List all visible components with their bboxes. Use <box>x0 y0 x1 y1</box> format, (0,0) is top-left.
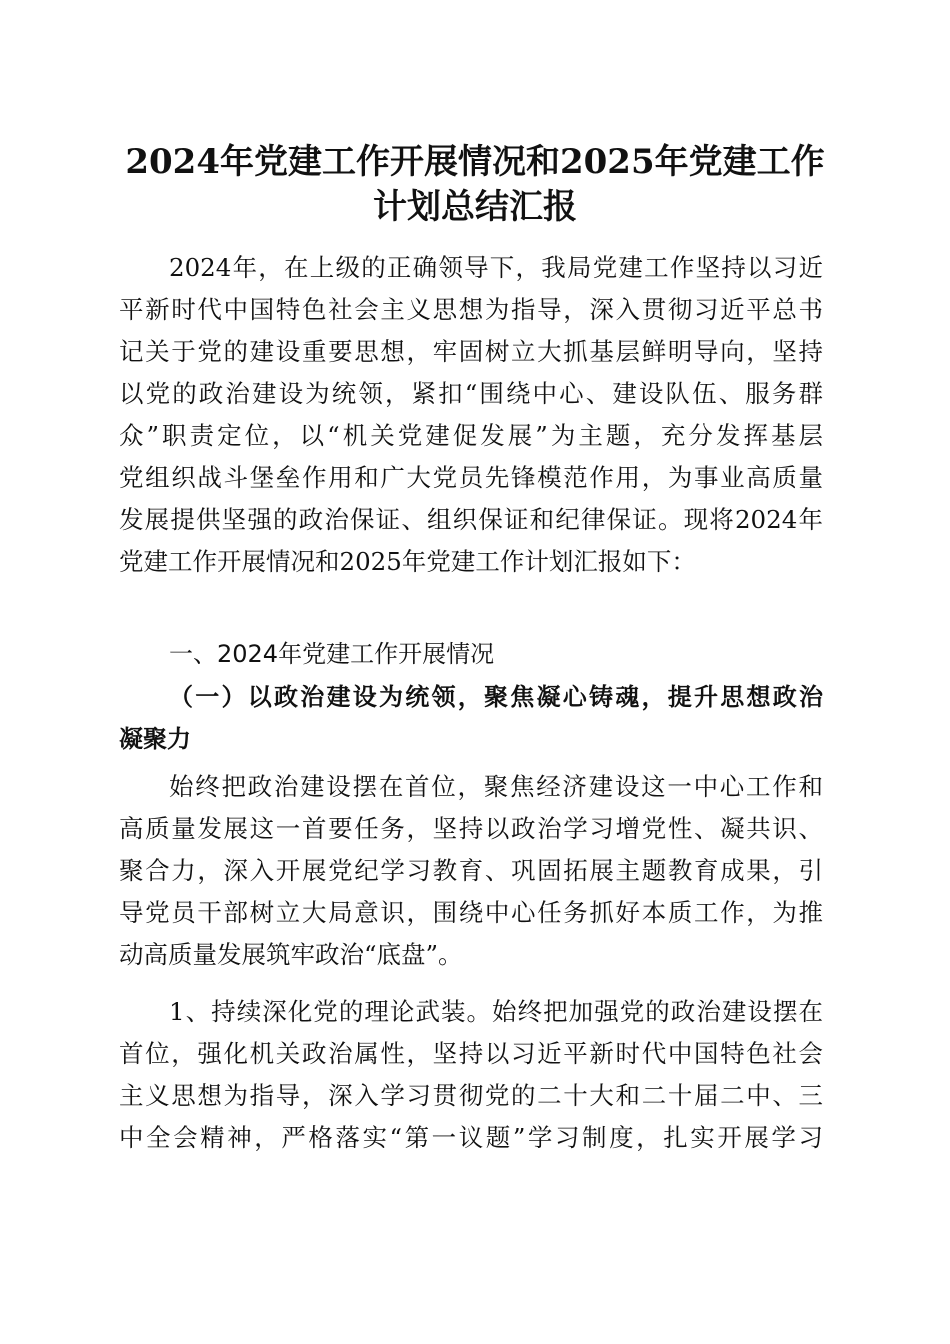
document-title-line-2: 计划总结汇报 <box>373 187 577 227</box>
document-title-line-1: 2024年党建工作开展情况和2025年党建工作 <box>125 142 825 182</box>
intro-paragraph <box>119 247 823 583</box>
paragraph-line: 主义思想为指导，深入学习贯彻党的二十大和二十届二中、三 <box>119 1081 823 1110</box>
paragraph-line: 1、持续深化党的理论武装。始终把加强党的政治建设摆在 <box>169 997 823 1026</box>
subsection-1-heading-line: 凝聚力 <box>119 724 191 753</box>
intro-line: 平新时代中国特色社会主义思想为指导，深入贯彻习近平总书 <box>119 295 823 324</box>
subsection-1-heading-line: （一）以政治建设为统领，聚焦凝心铸魂，提升思想政治 <box>169 682 823 711</box>
subsection-1-paragraph <box>119 766 823 976</box>
intro-line: 党建工作开展情况和2025年党建工作计划汇报如下： <box>119 547 696 576</box>
intro-line: 记关于党的建设重要思想，牢固树立大抓基层鲜明导向，坚持 <box>119 337 823 366</box>
paragraph-line: 始终把政治建设摆在首位，聚焦经济建设这一中心工作和 <box>169 772 823 801</box>
paragraph-line: 中全会精神，严格落实“第一议题”学习制度，扎实开展学习 <box>119 1123 823 1152</box>
intro-line: 党组织战斗堡垒作用和广大党员先锋模范作用，为事业高质量 <box>119 463 823 492</box>
item-1-paragraph <box>119 991 823 1159</box>
section-1-heading: 一、2024年党建工作开展情况 <box>169 640 495 668</box>
subsection-heading <box>119 676 823 760</box>
paragraph-line: 首位，强化机关政治属性，坚持以习近平新时代中国特色社会 <box>119 1039 823 1068</box>
paragraph-line: 高质量发展这一首要任务，坚持以政治学习增党性、凝共识、 <box>119 814 823 843</box>
paragraph-line: 导党员干部树立大局意识，围绕中心任务抓好本质工作，为推 <box>119 898 823 927</box>
paragraph-line: 动高质量发展筑牢政治“底盘”。 <box>119 940 463 969</box>
intro-line: 众”职责定位，以“机关党建促发展”为主题，充分发挥基层 <box>119 421 823 450</box>
intro-line: 以党的政治建设为统领，紧扣“围绕中心、建设队伍、服务群 <box>119 379 823 408</box>
intro-line: 发展提供坚强的政治保证、组织保证和纪律保证。现将2024年 <box>119 505 823 534</box>
paragraph-line: 聚合力，深入开展党纪学习教育、巩固拓展主题教育成果，引 <box>119 856 823 885</box>
section-heading <box>119 633 823 675</box>
intro-line: 2024年，在上级的正确领导下，我局党建工作坚持以习近 <box>169 253 823 282</box>
